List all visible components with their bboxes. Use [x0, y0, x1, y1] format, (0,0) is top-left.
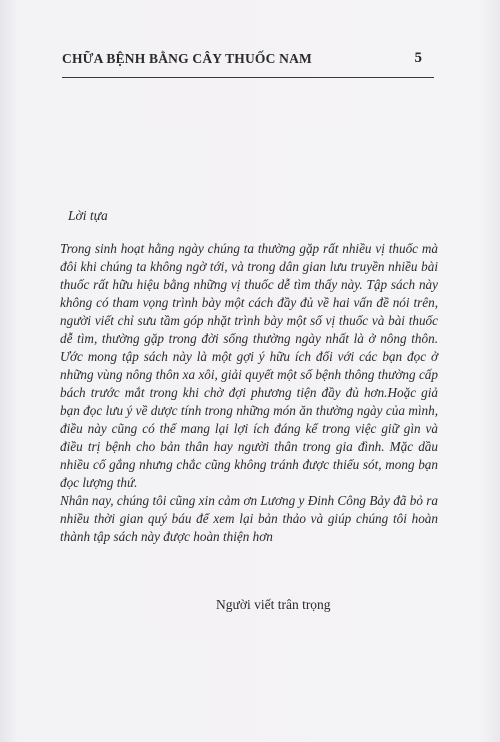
page-number: 5 [414, 50, 422, 66]
signature-line: Người viết trân trọng [216, 597, 331, 612]
preface-paragraph-1: Trong sinh hoạt hằng ngày chúng ta thường gặp rất nhiều vị thuốc mà đôi khi chúng ta không ngờ tới, và trong dân gian lưu truyền nhiều bài thuốc rất hữu hiệu bằng những vị thuốc dễ tìm thấy này. Tập sách này không có tham vọng trình bày một cách đầy đủ về hai vấn đề nói trên, người viết chỉ sưu tầm góp nhặt trình bày một số vị thuốc và bài thuốc dễ tìm, thường gặp trong đời sống thường ngày nhất là ở nông thôn. Ước mong tập sách này là một gợi ý hữu ích đối với các bạn đọc ở những vùng nông thôn xa xôi, giải quyết một số bệnh thông thường cấp bách trước mắt trong khi chờ đợi phương tiện đầy đủ hơn.Hoặc giả bạn đọc lưu ý về dược tính trong những món ăn thường ngày của mình, điều này cũng có thể mang lại lợi ích đáng kể trong việc giữ gìn và điều trị bệnh cho bản thân hay người thân trong gia đình. Mặc dầu nhiều cố gắng nhưng chắc cũng không tránh được thiếu sót, mong bạn đọc lượng thứ. [60, 241, 438, 490]
page-header [62, 51, 434, 78]
preface-heading: Lời tựa [68, 208, 108, 223]
preface-paragraph-2: Nhân nay, chúng tôi cũng xin cảm ơn Lương y Đinh Công Bảy đã bỏ ra nhiều thời gian quý báu để xem lại bản thảo và giúp chúng tôi hoàn thành tập sách này được hoàn thiện hơn [60, 493, 438, 544]
running-title: CHỮA BỆNH BẰNG CÂY THUỐC NAM [62, 51, 312, 66]
preface-body [60, 240, 438, 546]
